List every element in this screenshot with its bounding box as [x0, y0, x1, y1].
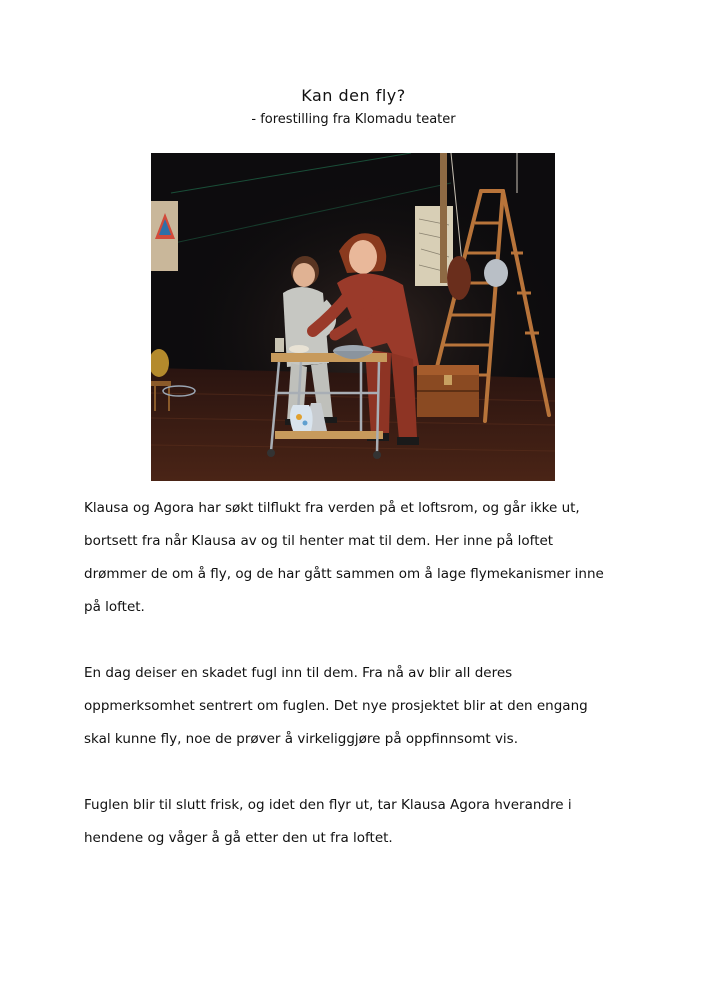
page-subtitle: - forestilling fra Klomadu teater — [251, 112, 456, 127]
paragraph-line: skal kunne fly, noe de prøver å virkeliggjøre på oppfinnsomt vis. — [84, 731, 519, 747]
paragraph-line: En dag deiser en skadet fugl inn til dem. Fra nå av blir all deres — [84, 665, 513, 681]
paragraph-line: bortsett fra når Klausa av og til henter mat til dem. Her inne på loftet — [84, 533, 554, 549]
paragraph-line: Klausa og Agora har søkt tilflukt fra verden på et loftsrom, og går ikke ut, — [84, 500, 580, 516]
paragraph-line: oppmerksomhet sentrert om fuglen. Det nye prosjektet blir at den engang — [84, 698, 588, 714]
stage-photo — [151, 153, 555, 481]
page-title: Kan den fly? — [301, 86, 406, 105]
body-text — [84, 492, 644, 888]
paragraph-1 — [84, 492, 644, 624]
paragraph-2 — [84, 657, 644, 756]
paragraph-line: på loftet. — [84, 599, 145, 615]
paragraph-3 — [84, 789, 644, 855]
paragraph-line: Fuglen blir til slutt frisk, og idet den flyr ut, tar Klausa Agora hverandre i — [84, 797, 572, 813]
paragraph-line: drømmer de om å fly, og de har gått sammen om å lage flymekanismer inne — [84, 566, 604, 582]
paragraph-line: hendene og våger å gå etter den ut fra loftet. — [84, 830, 393, 846]
